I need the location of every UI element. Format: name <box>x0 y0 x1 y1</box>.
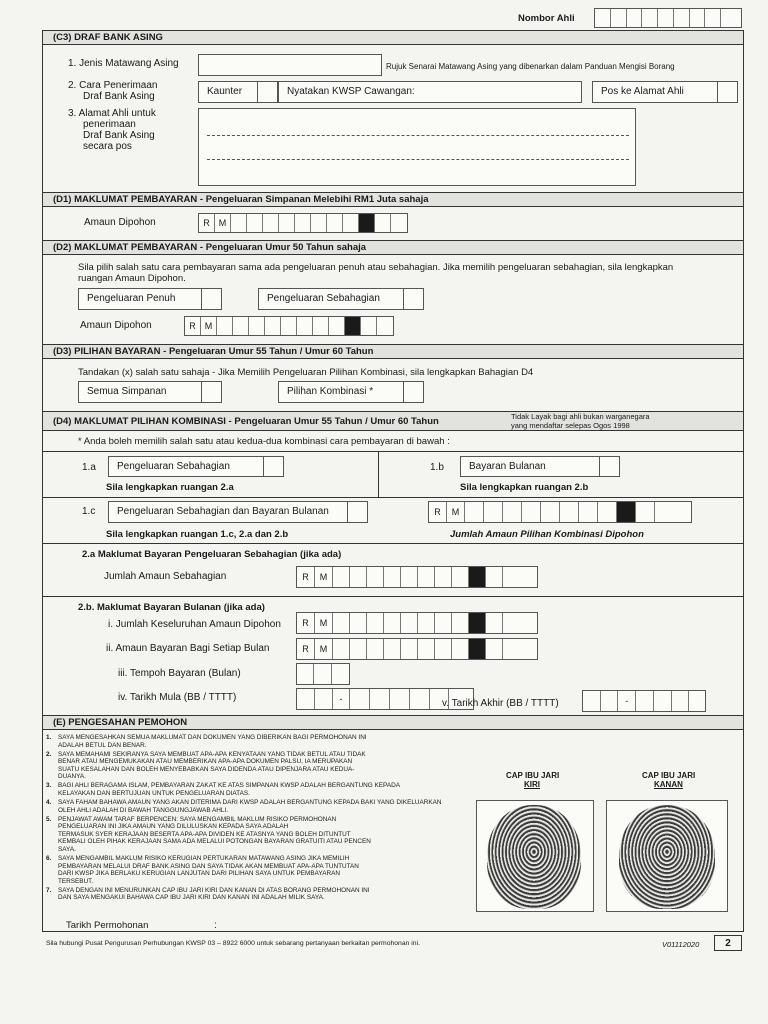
declaration-number: 6. <box>46 855 52 862</box>
declaration-number: 7. <box>46 886 52 894</box>
thumb-left-label-2: KIRI <box>524 780 540 789</box>
declaration-text: SAYA MEMAHAMI SEKIRANYA SAYA MEMBUAT APA-APA KENYATAAN YANG TIDAK BETUL ATAU TIDAK <box>58 750 366 758</box>
s2b-ii-label: ii. Amaun Bayaran Bagi Setiap Bulan <box>106 643 270 654</box>
s2b-title: 2.b. Maklumat Bayaran Bulanan (jika ada) <box>78 602 265 613</box>
c3-q3-label-2: penerimaan <box>83 119 136 130</box>
declaration-text: PENGELUARAN INI JIKA AMAUN YANG DILULUSKAN KEPADA SAYA ADALAH <box>58 823 289 831</box>
matawang-input[interactable] <box>198 54 382 76</box>
section-d4-title: (D4) MAKLUMAT PILIHAN KOMBINASI - Pengeluaran Umur 55 Tahun / Umur 60 Tahun <box>53 416 439 427</box>
currency-m: M <box>447 502 465 522</box>
alamat-input[interactable] <box>198 108 636 186</box>
declaration-text: SAYA FAHAM BAHAWA AMAUN YANG AKAN DITERIMA DARI KWSP ADALAH BERGANTUNG KEPADA BAKI YANG DIKELUARKAN <box>58 799 442 806</box>
option-1c-label: Pengeluaran Sebahagian dan Bayaran Bulanan <box>117 506 329 517</box>
c3-q1-label: 1. Jenis Matawang Asing <box>68 58 179 69</box>
jumlah-kombinasi-input[interactable] <box>428 501 692 523</box>
option-pengeluaran-penuh[interactable] <box>78 288 222 310</box>
declaration-text: SAYA MENGAMBIL MAKLUM RISIKO KERUGIAN PERTUKARAN MATAWANG ASING JIKA MEMILIH <box>58 855 350 862</box>
s2b-iii-label: iii. Tempoh Bayaran (Bulan) <box>118 668 241 679</box>
option-kwsp-cawangan[interactable] <box>278 81 582 103</box>
declaration-number: 5. <box>46 815 52 823</box>
c3-q1-note: Rujuk Senarai Matawang Asing yang dibenarkan dalam Panduan Mengisi Borang <box>386 62 675 71</box>
fingerprint-right-icon <box>619 805 715 909</box>
c3-q3-label-3: Draf Bank Asing <box>83 130 155 141</box>
declaration-text: DARI KWSP JIKA BERLAKU KERUGIAN LANJUTAN DARI PILIHAN SAYA UNTUK PEMBAYARAN <box>58 870 340 878</box>
s2b-iv-label: iv. Tarikh Mula (BB / TTTT) <box>118 692 237 703</box>
page-number: 2 <box>714 935 742 951</box>
currency-r: R <box>429 502 447 522</box>
section-e-header <box>43 715 743 730</box>
option-pos[interactable] <box>592 81 738 103</box>
d3-instruction: Tandakan (x) salah satu sahaja - Jika Memilih Pengeluaran Pilihan Kombinasi, sila lengkapkan Bahagian D4 <box>78 367 534 378</box>
option-sebahagian-checkbox[interactable] <box>403 289 423 309</box>
option-penuh-checkbox[interactable] <box>201 289 221 309</box>
option-1c[interactable] <box>108 501 368 523</box>
thumb-right-box[interactable] <box>606 800 728 912</box>
currency-r: R <box>199 214 215 232</box>
option-pos-checkbox[interactable] <box>717 82 737 102</box>
declaration-number: 4. <box>46 799 52 806</box>
currency-m: M <box>215 214 231 232</box>
currency-m: M <box>315 613 333 633</box>
d2-instruction: Sila pilih salah satu cara pembayaran sama ada pengeluaran penuh atau sebahagian. Jika memilih pengeluaran sebahagian, sila lengkapkan <box>78 262 674 273</box>
thumb-right-label: CAP IBU JARI <box>642 771 696 780</box>
declaration-text: TERMASUK SYER KERAJAAN BESERTA APA-APA DIVIDEN KE ATASNYA YANG BOLEH DITUNTUT <box>58 830 351 838</box>
section-d3-title: (D3) PILIHAN BAYARAN - Pengeluaran Umur 55 Tahun / Umur 60 Tahun <box>53 346 374 357</box>
c3-q3-label-4: secara pos <box>83 141 132 152</box>
option-1b[interactable] <box>460 456 620 477</box>
currency-m: M <box>315 567 333 587</box>
nombor-ahli-label: Nombor Ahli <box>518 13 575 24</box>
section-d2-title: (D2) MAKLUMAT PEMBAYARAN - Pengeluaran Umur 50 Tahun sahaja <box>53 242 367 253</box>
s2b-i-label: i. Jumlah Keseluruhan Amaun Dipohon <box>108 619 281 630</box>
d2-instruction-2: ruangan Amaun Dipohon. <box>78 273 186 284</box>
option-1a[interactable] <box>108 456 284 477</box>
opt-1c-num: 1.c <box>82 506 96 517</box>
declaration-text: OLEH AHLI ADALAH DI BAWAH TANGGUNGJAWAB AHLI. <box>58 806 228 814</box>
option-sebahagian-label: Pengeluaran Sebahagian <box>267 293 380 304</box>
s2b-i-input[interactable] <box>296 612 538 634</box>
section-d4-header <box>43 411 743 431</box>
currency-r: R <box>297 567 315 587</box>
d4-note-2: yang mendaftar selepas Ogos 1998 <box>511 421 630 430</box>
s2b-iii-input[interactable] <box>296 663 350 685</box>
s2b-ii-input[interactable] <box>296 638 538 660</box>
option-semua-simpanan[interactable] <box>78 381 222 403</box>
opt-1a-note: Sila lengkapkan ruangan 2.a <box>106 482 234 493</box>
option-1c-checkbox[interactable] <box>347 502 367 522</box>
declaration-text: SUATU KESALAHAN DAN BOLEH MENYEBABKAN SAYA DIDENDA ATAU DIPENJARA ATAU KEDUA- <box>58 765 355 773</box>
c3-q2-label-2: Draf Bank Asing <box>83 91 155 102</box>
opt-1b-num: 1.b <box>430 462 444 473</box>
declaration-number: 3. <box>46 782 52 790</box>
declaration-number: 2. <box>46 750 52 758</box>
date-separator: - <box>333 689 351 709</box>
section-d3-header <box>43 344 743 359</box>
fingerprint-left-icon <box>487 805 581 909</box>
d2-amaun-label: Amaun Dipohon <box>80 320 152 331</box>
option-pengeluaran-sebahagian[interactable] <box>258 288 424 310</box>
option-kaunter-checkbox[interactable] <box>257 82 277 102</box>
declaration-text: ADALAH BETUL DAN BENAR. <box>58 741 147 749</box>
option-semua-checkbox[interactable] <box>201 382 221 402</box>
currency-r: R <box>297 613 315 633</box>
option-pos-label: Pos ke Alamat Ahli <box>601 86 684 97</box>
currency-m: M <box>201 317 217 335</box>
option-kombinasi-checkbox[interactable] <box>403 382 423 402</box>
section-c3-header <box>43 30 743 45</box>
thumb-right-label-2: KANAN <box>654 780 683 789</box>
section-e-title: (E) PENGESAHAN PEMOHON <box>53 717 188 728</box>
d2-amaun-input[interactable] <box>184 316 394 336</box>
footer-contact: Sila hubungi Pusat Pengurusan Perhubungan KWSP 03 – 8922 6000 untuk sebarang pertanyaan berkaitan permohonan ini. <box>46 940 420 947</box>
declaration-text: BENAR ATAU MENGEMUKAKAN ATAU MEMBERIKAN APA-APA DOKUMEN PALSU, IA MERUPAKAN <box>58 758 353 766</box>
date-separator: - <box>618 691 636 711</box>
opt-1b-note: Sila lengkapkan ruangan 2.b <box>460 482 589 493</box>
currency-r: R <box>185 317 201 335</box>
declaration-text: BAGI AHLI BERAGAMA ISLAM, PEMBAYARAN ZAKAT KE ATAS SIMPANAN KWSP ADALAH BERGANTUNG KEPADA <box>58 782 400 790</box>
d4-instruction: * Anda boleh memilih salah satu atau kedua-dua kombinasi cara pembayaran di bawah : <box>78 436 450 447</box>
section-d2-header <box>43 240 743 255</box>
footer-version: V01112020 <box>662 940 700 949</box>
section-d1-title: (D1) MAKLUMAT PEMBAYARAN - Pengeluaran Simpanan Melebihi RM1 Juta sahaja <box>53 194 429 205</box>
tarikh-akhir-input[interactable] <box>582 690 706 712</box>
declaration-text: PENJAWAT AWAM TARAF BERPENCEN: SAYA MENGAMBIL MAKLUM RISIKO PERMOHONAN <box>58 815 337 823</box>
c3-q2-label: 2. Cara Penerimaan <box>68 80 158 91</box>
currency-r: R <box>297 639 315 659</box>
declaration-text: DAN SAYA MENGAKUI BAHAWA CAP IBU JARI KIRI DAN KANAN INI ADALAH MILIK SAYA. <box>58 894 325 902</box>
option-1a-checkbox[interactable] <box>263 457 283 476</box>
declaration-text: DUANYA. <box>58 773 86 781</box>
s2a-title: 2.a Maklumat Bayaran Pengeluaran Sebahagian (jika ada) <box>82 549 342 560</box>
declaration-text: TERSEBUT. <box>58 877 94 885</box>
opt-1c-note: Sila lengkapkan ruangan 1.c, 2.a dan 2.b <box>106 529 289 540</box>
declaration-text: KEMBALI OLEH PIHAK KERAJAAN SAMA ADA MELALUI POTONGAN BAYARAN GRATUITI ATAU PENCEN <box>58 838 371 846</box>
declaration-text: KELAYAKAN DAN BERTUJUAN UNTUK PENGELUARAN DIATAS. <box>58 790 250 797</box>
nombor-ahli-input[interactable] <box>594 8 742 28</box>
tarikh-colon: : <box>214 920 217 931</box>
section-d1-header <box>43 192 743 207</box>
opt-1a-num: 1.a <box>82 462 96 473</box>
option-kaunter[interactable] <box>198 81 278 103</box>
section-c3-title: (C3) DRAF BANK ASING <box>53 32 163 43</box>
d1-amaun-label: Amaun Dipohon <box>84 217 156 228</box>
s2a-jumlah-label: Jumlah Amaun Sebahagian <box>104 571 227 582</box>
thumb-left-label: CAP IBU JARI <box>506 771 560 780</box>
tarikh-permohonan-label: Tarikh Permohonan <box>66 920 149 931</box>
option-1b-checkbox[interactable] <box>599 457 619 476</box>
d1-amaun-input[interactable] <box>198 213 408 233</box>
option-kwsp-label: Nyatakan KWSP Cawangan: <box>287 86 415 97</box>
s2a-jumlah-input[interactable] <box>296 566 538 588</box>
option-semua-label: Semua Simpanan <box>87 386 167 397</box>
option-pilihan-kombinasi[interactable] <box>278 381 424 403</box>
declaration-text: SAYA MENGESAHKAN SEMUA MAKLUMAT DAN DOKUMEN YANG DIBERIKAN BAGI PERMOHONAN INI <box>58 734 367 741</box>
c3-q3-label: 3. Alamat Ahli untuk <box>68 108 156 119</box>
declaration-number: 1. <box>46 734 52 741</box>
d4-note: Tidak Layak bagi ahli bukan warganegara <box>511 412 650 421</box>
declaration-text: SAYA. <box>58 846 76 853</box>
thumb-left-box[interactable] <box>476 800 594 912</box>
currency-m: M <box>315 639 333 659</box>
option-1a-label: Pengeluaran Sebahagian <box>117 461 230 472</box>
option-kaunter-label: Kaunter <box>207 86 243 97</box>
jumlah-kombinasi-label: Jumlah Amaun Pilihan Kombinasi Dipohon <box>450 529 644 540</box>
option-penuh-label: Pengeluaran Penuh <box>87 293 176 304</box>
option-1b-label: Bayaran Bulanan <box>469 461 546 472</box>
option-kombinasi-label: Pilihan Kombinasi * <box>287 386 374 397</box>
s2b-v-label: v. Tarikh Akhir (BB / TTTT) <box>442 698 559 709</box>
declaration-text: SAYA DENGAN INI MENURUNKAN CAP IBU JARI KIRI DAN KANAN DI ATAS BORANG PERMOHONAN INI <box>58 886 370 894</box>
declaration-text: PEMBAYARAN MELALUI DRAF BANK ASING DAN SAYA TIDAK AKAN MEMBUAT APA-APA TUNTUTAN <box>58 862 359 870</box>
